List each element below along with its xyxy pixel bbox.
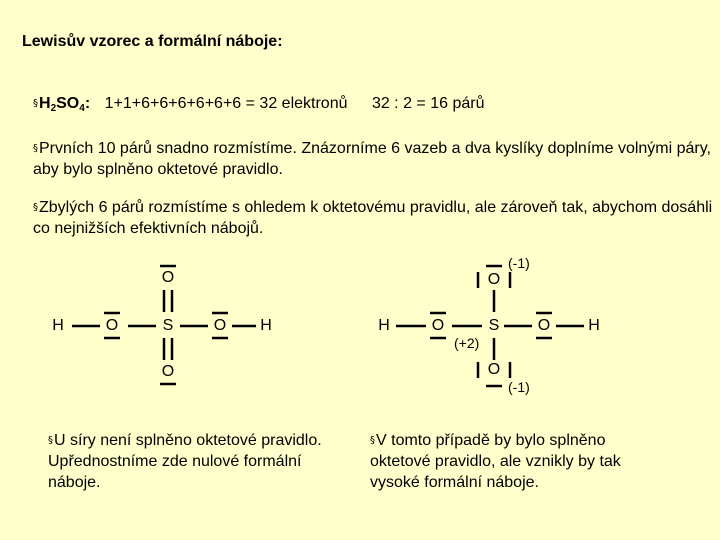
atom-o-top: O [487, 271, 501, 288]
caption-right-structure: §V tomto případě by bylo splněno oktetové pravidlo, ale vznikly by tak vysoké formální náboje. [370, 432, 621, 491]
atom-o-right: O [213, 317, 227, 334]
atom-s-left: S [162, 317, 174, 334]
bullet-icon: § [33, 143, 38, 154]
formal-charge-bottom-oxygen: (-1) [508, 379, 530, 395]
atom-s-center: S [488, 317, 500, 334]
atom-o-bottom: O [161, 363, 175, 380]
atom-o-right: O [537, 317, 551, 334]
atom-h-left: H [378, 317, 390, 334]
atom-h-left: H [52, 317, 64, 334]
caption-left-structure: §U síry není splněno oktetové pravidlo. Upřednostníme zde nulové formální náboje. [48, 432, 322, 491]
atom-h-right: H [260, 317, 272, 334]
paragraph-first-pairs: §Prvních 10 párů snadno rozmístíme. Znázorníme 6 vazeb a dva kyslíky doplníme volnými páry, aby bylo splněno oktetové pravidlo. [33, 140, 711, 178]
bullet-icon: § [33, 202, 38, 213]
paragraph-remaining-pairs: §Zbylých 6 párů rozmístíme s ohledem k oktetovému pravidlu, ale zároveň tak, abychom dosáhli co nejnižších efektivních nábojů. [33, 199, 713, 237]
bullet-icon: § [370, 435, 375, 446]
atom-o-bottom: O [487, 361, 501, 378]
atom-h-right: H [588, 317, 600, 334]
pair-count: 32 : 2 = 16 párů [371, 95, 485, 112]
formal-charge-sulfur: (+2) [454, 335, 480, 351]
bullet-icon: § [48, 435, 53, 446]
slide-title: Lewisův vzorec a formální náboje: [22, 33, 283, 50]
atom-o-left: O [105, 317, 119, 334]
bullet-icon: § [33, 98, 38, 109]
atom-o-left: O [431, 317, 445, 334]
electron-sum: 1+1+6+6+6+6+6+6 = 32 elektronů [104, 95, 348, 112]
formal-charge-top-oxygen: (-1) [508, 255, 530, 271]
formula: $H_2SO_4$: [39, 95, 91, 114]
atom-o-top: O [161, 269, 175, 286]
